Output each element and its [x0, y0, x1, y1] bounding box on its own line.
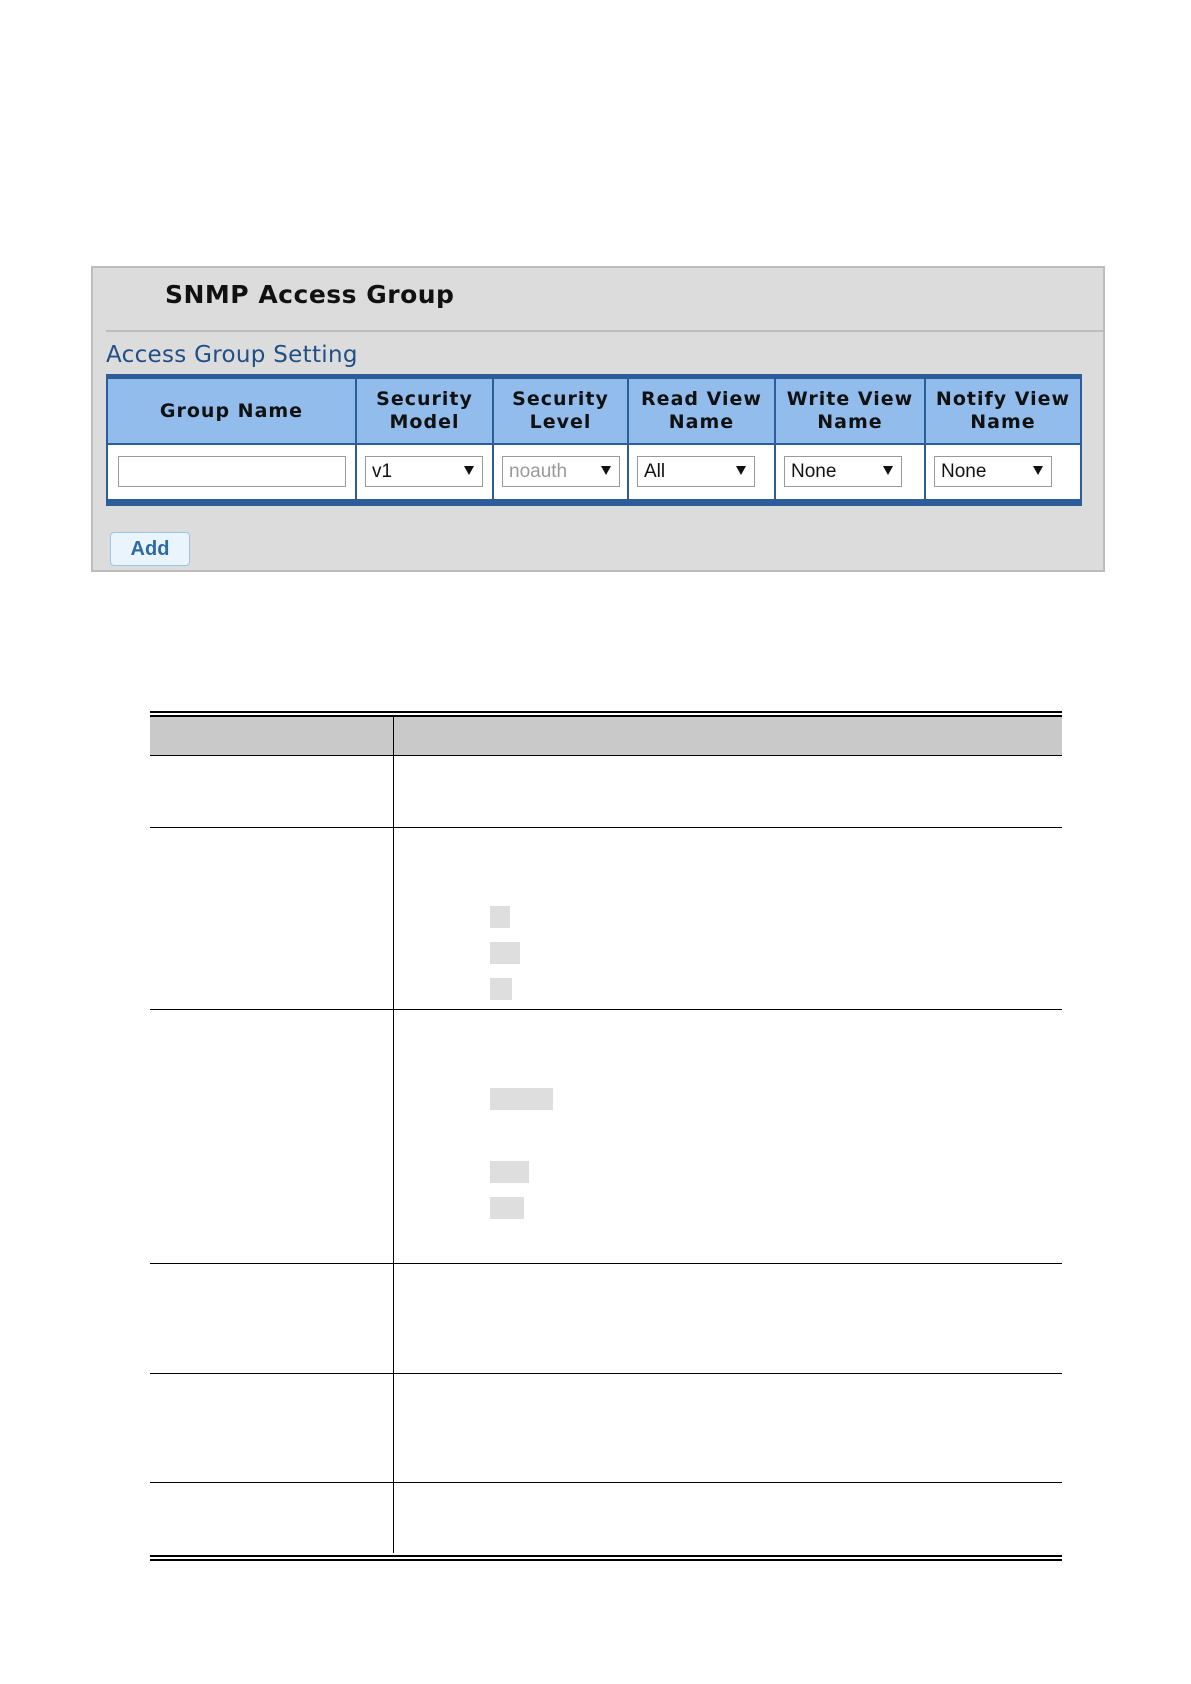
table-bottom-rule [150, 1559, 1062, 1561]
header-label: Write View [786, 388, 914, 410]
highlight-mark [490, 942, 520, 964]
title-divider [106, 330, 1103, 332]
header-label: Group Name [159, 399, 304, 422]
header-write-view-name [776, 379, 926, 443]
add-button[interactable]: Add [110, 532, 190, 566]
description-table-header [150, 717, 1062, 756]
row-divider [150, 1009, 1062, 1010]
header-label: Name [817, 411, 883, 433]
dropdown-arrow-icon [883, 466, 893, 475]
dropdown-arrow-icon [464, 466, 474, 475]
table-top-rule [150, 711, 1062, 713]
dropdown-arrow-icon [1033, 466, 1043, 475]
cell-write-view [776, 445, 926, 499]
table-row [108, 445, 1080, 499]
highlight-mark [490, 978, 512, 1000]
select-value: noauth [509, 460, 568, 482]
description-table [150, 711, 1062, 1561]
section-title: Access Group Setting [106, 342, 358, 368]
highlight-mark [490, 906, 510, 928]
row-divider [150, 1263, 1062, 1264]
select-value: None [941, 460, 987, 482]
group-name-input[interactable] [118, 456, 346, 487]
highlight-mark [490, 1088, 553, 1110]
cell-group-name [108, 445, 357, 499]
security-level-select[interactable] [502, 456, 620, 487]
header-label: Name [668, 411, 735, 433]
row-divider [150, 1482, 1062, 1483]
header-label: Security [512, 388, 609, 410]
column-divider [393, 717, 394, 1553]
notify-view-select[interactable] [934, 456, 1052, 487]
highlight-mark [490, 1197, 524, 1219]
cell-security-level [494, 445, 629, 499]
header-label: Name [970, 411, 1036, 433]
dropdown-arrow-icon [601, 466, 611, 475]
select-value: v1 [372, 460, 393, 482]
select-value: None [791, 460, 837, 482]
access-group-table [106, 374, 1082, 506]
header-security-model [357, 379, 494, 443]
row-divider [150, 827, 1062, 828]
highlight-mark [490, 1161, 529, 1183]
header-read-view-name [629, 379, 776, 443]
table-bottom-rule [150, 1555, 1062, 1557]
cell-read-view [629, 445, 776, 499]
security-model-select[interactable] [365, 456, 483, 487]
write-view-select[interactable] [784, 456, 902, 487]
header-label: Security [376, 388, 473, 410]
header-label: Notify View [935, 388, 1071, 410]
select-value: All [644, 460, 666, 482]
header-group-name [108, 379, 357, 443]
cell-security-model [357, 445, 494, 499]
header-label: Level [529, 411, 592, 433]
dropdown-arrow-icon [736, 466, 746, 475]
header-label: Read View [641, 388, 762, 410]
header-security-level [494, 379, 629, 443]
read-view-select[interactable] [637, 456, 755, 487]
table-header [108, 379, 1080, 445]
snmp-access-group-panel [91, 266, 1105, 572]
page-title: SNMP Access Group [165, 280, 455, 309]
row-divider [150, 1373, 1062, 1374]
cell-notify-view [926, 445, 1080, 499]
header-label: Model [389, 411, 460, 433]
header-notify-view-name [926, 379, 1080, 443]
